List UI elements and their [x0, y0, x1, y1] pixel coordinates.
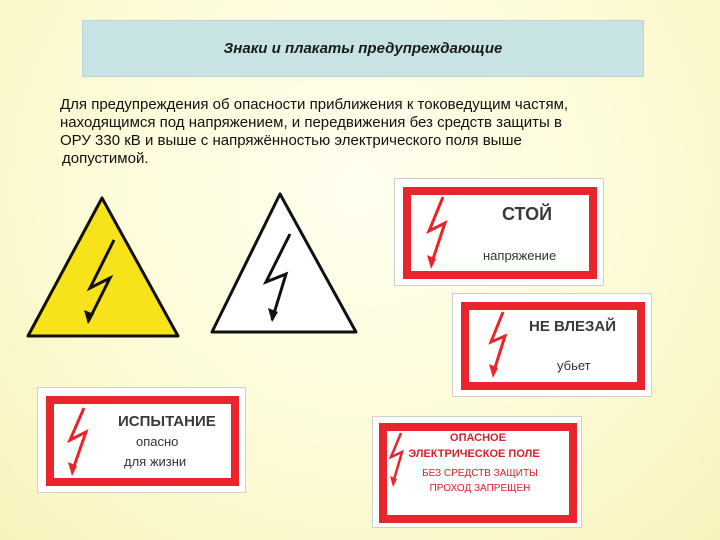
page-title: Знаки и плакаты предупреждающие	[223, 40, 503, 57]
poster-field-line2: ЭЛЕКТРИЧЕСКОЕ ПОЛЕ	[408, 448, 540, 460]
poster-testing	[37, 387, 246, 493]
poster-field-line4: ПРОХОД ЗАПРЕЩЕН	[429, 483, 531, 494]
poster-stop-voltage	[394, 178, 604, 286]
description-line-2: находящимся под напряжением, и передвижения без средств защиты в	[60, 114, 562, 131]
description-line-4: допустимой.	[62, 150, 149, 167]
poster-stop-subtitle: напряжение	[483, 248, 557, 263]
yellow-warning-triangle	[26, 194, 206, 344]
poster-ne-vlezai-title: НЕ ВЛЕЗАЙ	[529, 318, 617, 335]
poster-testing-line3: для жизни	[124, 454, 187, 469]
description-text	[60, 96, 690, 168]
poster-field-line3: БЕЗ СРЕДСТВ ЗАЩИТЫ	[422, 468, 538, 479]
poster-electric-field	[372, 416, 582, 528]
poster-testing-line2: опасно	[136, 434, 179, 449]
title-box	[82, 20, 644, 77]
lightning-bolt-icon	[423, 195, 457, 271]
lightning-bolt-icon	[64, 406, 98, 478]
poster-stop-title: СТОЙ	[502, 204, 553, 224]
white-warning-triangle	[206, 190, 366, 340]
lightning-bolt-icon	[485, 310, 517, 380]
poster-testing-title: ИСПЫТАНИЕ	[118, 413, 216, 430]
poster-ne-vlezai-subtitle: убьет	[557, 358, 591, 373]
lightning-bolt-icon	[387, 431, 411, 489]
poster-field-line1: ОПАСНОЕ	[450, 432, 506, 444]
description-line-3: ОРУ 330 кВ и выше с напряжённостью электрического поля выше	[60, 132, 522, 149]
poster-do-not-climb	[452, 293, 652, 397]
description-line-1: Для предупреждения об опасности приближения к токоведущим частям,	[60, 96, 569, 113]
